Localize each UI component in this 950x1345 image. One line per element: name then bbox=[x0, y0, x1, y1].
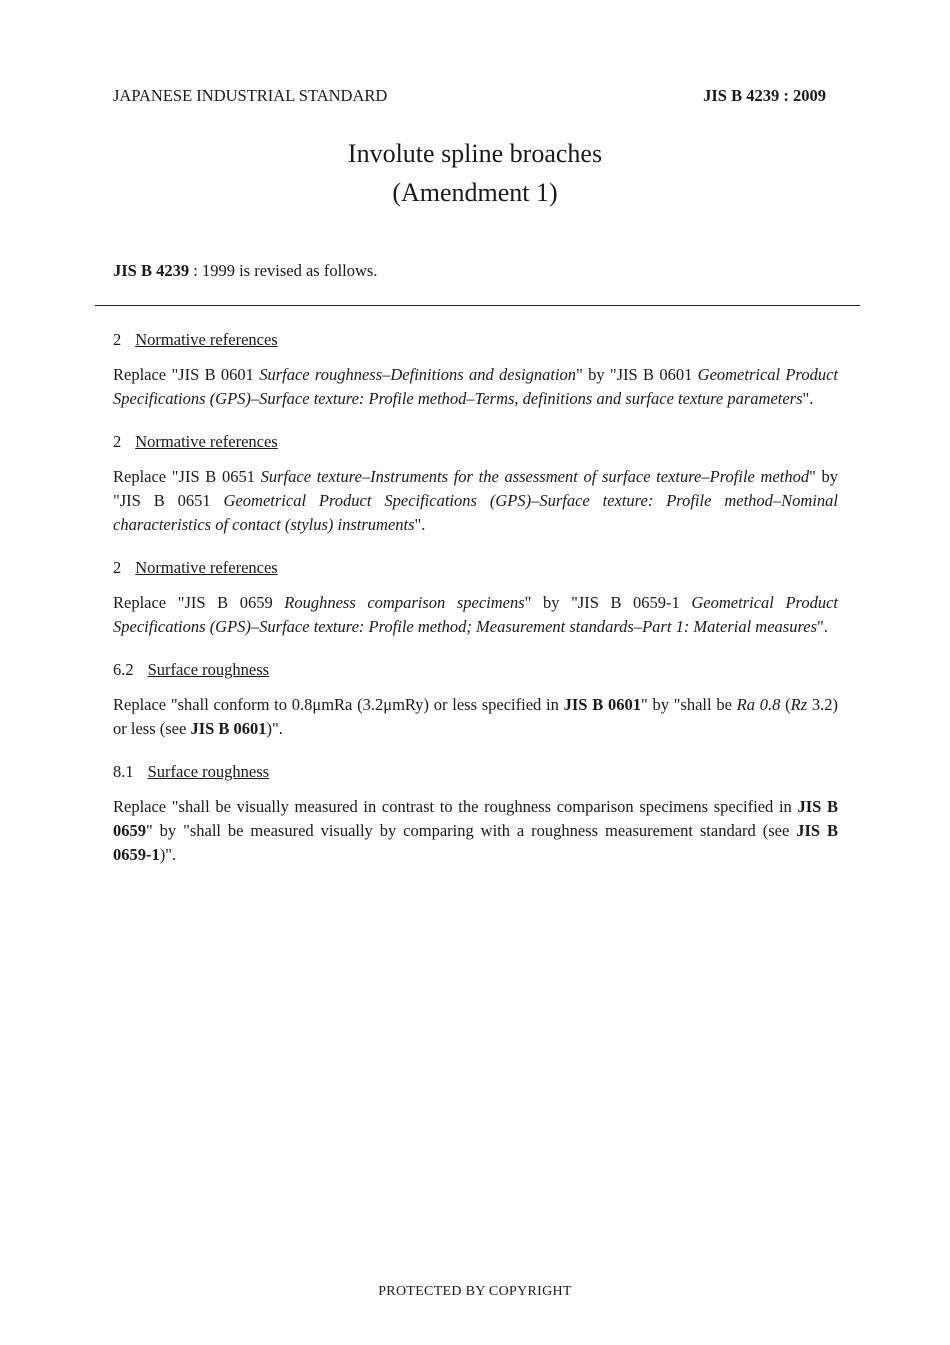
text-run: ( bbox=[780, 695, 791, 714]
amendment-section bbox=[113, 557, 838, 639]
document-header bbox=[113, 86, 826, 106]
text-run: " by "shall be bbox=[640, 695, 737, 714]
section-text bbox=[113, 465, 838, 537]
italic-run: Rz bbox=[790, 695, 808, 714]
bold-run: JIS B 0659 bbox=[113, 797, 838, 840]
text-run: ". bbox=[802, 389, 814, 408]
text-run: )". bbox=[159, 845, 177, 864]
section-text bbox=[113, 693, 838, 741]
intro-text: : 1999 is revised as follows. bbox=[189, 261, 378, 280]
section-title: Normative references bbox=[135, 432, 278, 451]
intro-standard-code: JIS B 4239 bbox=[113, 261, 190, 280]
section-title: Normative references bbox=[135, 558, 278, 577]
title-line-2: (Amendment 1) bbox=[392, 178, 558, 207]
text-run: Replace "JIS B 0659 bbox=[113, 593, 285, 612]
text-run: " by "JIS B 0659-1 bbox=[524, 593, 692, 612]
amendment-section bbox=[113, 659, 838, 741]
italic-run: Geometrical Product Specifications (GPS)–Surface texture: Profile method–Terms, definitions and surface texture parameters bbox=[113, 365, 838, 408]
italic-run: Surface roughness–Definitions and designation bbox=[259, 365, 577, 384]
section-heading bbox=[113, 329, 838, 351]
standard-label: JAPANESE INDUSTRIAL STANDARD bbox=[113, 86, 388, 105]
text-run: " by "JIS B 0651 bbox=[113, 467, 838, 510]
intro-statement bbox=[113, 261, 377, 281]
text-run: ". bbox=[817, 617, 828, 636]
section-number: 6.2 bbox=[113, 660, 134, 679]
section-text bbox=[113, 363, 838, 411]
title-line-1: Involute spline broaches bbox=[347, 139, 603, 168]
text-run: Replace "shall conform to 0.8μmRa (3.2μmRy) or less specified in bbox=[113, 695, 564, 714]
bold-run: JIS B 0659-1 bbox=[113, 821, 838, 864]
document-title bbox=[0, 134, 950, 212]
italic-run: Geometrical Product Specifications (GPS)–Surface texture: Profile method; Measurement standards–Part 1: Material measures bbox=[113, 593, 838, 636]
text-run: Replace "JIS B 0601 bbox=[113, 365, 260, 384]
standard-number: JIS B 4239 : 2009 bbox=[703, 86, 826, 105]
amendment-body bbox=[113, 329, 838, 887]
section-title: Surface roughness bbox=[147, 660, 270, 679]
bold-run: JIS B 0601 bbox=[190, 719, 267, 738]
amendment-section bbox=[113, 431, 838, 537]
section-heading bbox=[113, 659, 838, 681]
section-number: 2 bbox=[113, 330, 122, 349]
section-number: 8.1 bbox=[113, 762, 134, 781]
copyright-footer: PROTECTED BY COPYRIGHT bbox=[378, 1284, 572, 1299]
italic-run: Ra 0.8 bbox=[736, 695, 781, 714]
section-title: Surface roughness bbox=[147, 762, 270, 781]
section-title: Normative references bbox=[135, 330, 278, 349]
section-text bbox=[113, 591, 838, 639]
horizontal-divider bbox=[95, 305, 860, 306]
text-run: " by "shall be measured visually by comparing with a roughness measurement standard (see bbox=[146, 821, 797, 840]
section-heading bbox=[113, 761, 838, 783]
section-number: 2 bbox=[113, 558, 122, 577]
section-text bbox=[113, 795, 838, 867]
amendment-section bbox=[113, 329, 838, 411]
section-number: 2 bbox=[113, 432, 122, 451]
italic-run: Roughness comparison specimens bbox=[284, 593, 525, 612]
text-run: 3.2) or less (see bbox=[113, 695, 838, 738]
italic-run: Geometrical Product Specifications (GPS)–Surface texture: Profile method–Nominal characteristics of contact (stylus) instruments bbox=[113, 491, 838, 534]
text-run: Replace "JIS B 0651 bbox=[113, 467, 261, 486]
text-run: " by "JIS B 0601 bbox=[576, 365, 698, 384]
text-run: ". bbox=[414, 515, 426, 534]
section-heading bbox=[113, 431, 838, 453]
amendment-section bbox=[113, 761, 838, 867]
text-run: Replace "shall be visually measured in contrast to the roughness comparison specimens specified in bbox=[113, 797, 798, 816]
italic-run: Surface texture–Instruments for the assessment of surface texture–Profile method bbox=[260, 467, 810, 486]
bold-run: JIS B 0601 bbox=[563, 695, 641, 714]
text-run: )". bbox=[266, 719, 283, 738]
section-heading bbox=[113, 557, 838, 579]
